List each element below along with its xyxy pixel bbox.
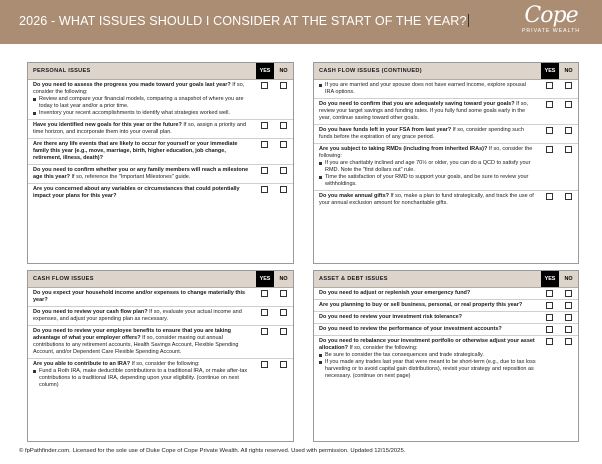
bullet-item: Fund a Roth IRA, make deductible contributions to a traditional IRA, or make after-tax contributions to a traditional IRA, depending upon your eligibility. (continue on next column): [33, 368, 251, 389]
question-row: [28, 120, 293, 139]
question-bold: Are you able to contribute to an IRA?: [33, 361, 131, 367]
question-bold: Do you need to adjust or replenish your emergency fund?: [319, 290, 471, 296]
no-checkbox[interactable]: [565, 302, 572, 309]
yes-column-header: YES: [256, 271, 274, 287]
question-detail: If so, evaluate your actual income and expenses, and adjust your spending plan as necessary.: [33, 309, 242, 322]
text-cursor: [468, 14, 469, 27]
question-bold: Are you concerned about any variables or circumstances that could potentially impact your plans for this year?: [33, 186, 240, 199]
no-checkbox[interactable]: [280, 361, 287, 368]
yes-column-header: YES: [541, 271, 559, 287]
question-bold: Are you subject to taking RMDs (including from inherited IRAs)?: [319, 146, 488, 152]
yes-checkbox[interactable]: [546, 193, 553, 200]
question-detail: If so, consider the following:: [33, 82, 245, 95]
question-list: [314, 288, 578, 382]
no-column-header: NO: [279, 276, 288, 282]
copyright-footer: © fpPathfinder.com. Licensed for the sole use of Duke Cope of Cope Private Wealth. All rights reserved. Used with permission. Updated 12/15/2025.: [19, 448, 406, 454]
question-text: [33, 141, 251, 162]
question-detail: If so, consider the following:: [130, 361, 200, 367]
page-header: [0, 0, 602, 44]
question-row: [314, 99, 578, 125]
no-checkbox[interactable]: [280, 167, 287, 174]
question-detail: If so, review your target savings and funding rates. If you fully fund some goals early in the year, continue saving toward other goals.: [319, 101, 529, 121]
question-detail: If so, consider spending such funds before the expiration of any grace period.: [319, 127, 524, 140]
question-detail: If so, consider maxing out annual contributions to any retirement accounts, Health Savings Account, Flexible Spending Account, and/or Dependent Care Flexible Spending Account.: [33, 335, 239, 355]
question-text: [33, 309, 251, 323]
question-row: [28, 165, 293, 184]
question-list: [314, 80, 578, 209]
yes-checkbox[interactable]: [261, 290, 268, 297]
question-row: [314, 288, 578, 300]
question-bold: Do you need to confirm whether you or any family members will reach a milestone age this year?: [33, 167, 249, 180]
question-bold: Do you need to rebalance your investment portfolio or otherwise adjust your asset allocation?: [319, 338, 535, 351]
panel-personal-issues: [27, 62, 294, 264]
no-column-header: NO: [564, 68, 573, 74]
panel-title: ASSET & DEBT ISSUES: [319, 276, 388, 282]
yes-checkbox[interactable]: [546, 146, 553, 153]
panel-asset-debt-issues: [313, 270, 579, 442]
question-row: [28, 307, 293, 326]
question-bold: Do you have funds left in your FSA from last year?: [319, 127, 452, 133]
question-detail: If so, assign a priority and time horizon, and incorporate them into your overall plan.: [33, 122, 247, 135]
question-detail: If so, consider the following:: [319, 146, 533, 159]
bullet-item: If you made any trades last year that were meant to be short-term (e.g., due to tax loss harvesting or to avoid capital gain distributions), revisit your strategy and reposition as necessary. (continue on next page): [319, 359, 536, 380]
panel-title: CASH FLOW ISSUES (CONTINUED): [319, 68, 422, 74]
question-bold: Have you identified new goals for this year or the future?: [33, 122, 182, 128]
no-checkbox[interactable]: [565, 127, 572, 134]
question-text: [33, 186, 251, 200]
question-row: [314, 191, 578, 209]
yes-checkbox[interactable]: [261, 167, 268, 174]
yes-checkbox[interactable]: [546, 127, 553, 134]
question-text: [319, 302, 536, 309]
question-row: [314, 144, 578, 191]
question-list: [28, 80, 293, 202]
question-row: [28, 139, 293, 165]
page-title: 2026 - WHAT ISSUES SHOULD I CONSIDER AT THE START OF THE YEAR?: [19, 14, 467, 28]
yes-checkbox[interactable]: [546, 314, 553, 321]
yes-column-header: YES: [256, 63, 274, 79]
question-detail: If so, make a plan to fund strategically, and track the use of your annual exclusion amount for noncharitable gifts.: [319, 193, 534, 206]
question-text: [33, 290, 251, 304]
yes-checkbox[interactable]: [546, 290, 553, 297]
no-checkbox[interactable]: [565, 314, 572, 321]
question-bold: Do you expect your household income and/or expenses to change materially this year?: [33, 290, 246, 303]
panel-header: [28, 271, 293, 288]
question-bold: Do you make annual gifts?: [319, 193, 389, 199]
question-row: [314, 125, 578, 144]
yes-checkbox[interactable]: [261, 328, 268, 335]
panel-header: [28, 63, 293, 80]
question-row: [28, 184, 293, 202]
bullet-item: Time the satisfaction of your RMD to support your goals, and be sure to review your withholdings.: [319, 174, 536, 188]
bullet-item: If you are charitably inclined and age 70½ or older, you can do a QCD to satisfy your RMD. Note the "first dollars out" rule.: [319, 160, 536, 174]
yes-checkbox[interactable]: [546, 302, 553, 309]
question-bold: Are you planning to buy or sell business, personal, or real property this year?: [319, 302, 523, 308]
question-text: [33, 361, 251, 368]
no-checkbox[interactable]: [280, 122, 287, 129]
no-checkbox[interactable]: [565, 290, 572, 297]
bullet-item: Be sure to consider the tax consequences and trade strategically.: [319, 352, 536, 359]
yes-checkbox[interactable]: [261, 82, 268, 89]
question-detail: If so, reference the "Important Milestones" guide.: [70, 174, 191, 180]
no-checkbox[interactable]: [280, 186, 287, 193]
yes-column-header: YES: [541, 63, 559, 79]
question-text: [319, 314, 536, 321]
question-row: [28, 326, 293, 359]
no-checkbox[interactable]: [565, 82, 572, 89]
logo-subtitle: PRIVATE WEALTH: [521, 28, 581, 34]
panel-cash-flow-continued: [313, 62, 579, 264]
yes-checkbox[interactable]: [261, 186, 268, 193]
company-logo: [518, 4, 584, 40]
question-bold: Do you need to review your investment risk tolerance?: [319, 314, 463, 320]
question-text: [319, 127, 536, 141]
question-row: [314, 336, 578, 382]
panel-header: [314, 271, 578, 288]
question-row: [314, 312, 578, 324]
question-text: [33, 167, 251, 181]
yes-checkbox[interactable]: [261, 309, 268, 316]
no-checkbox[interactable]: [565, 146, 572, 153]
no-checkbox[interactable]: [280, 82, 287, 89]
no-column-header: NO: [279, 68, 288, 74]
no-checkbox[interactable]: [565, 326, 572, 333]
yes-checkbox[interactable]: [261, 141, 268, 148]
question-row: [314, 300, 578, 312]
yes-checkbox[interactable]: [546, 82, 553, 89]
no-checkbox[interactable]: [280, 290, 287, 297]
question-text: [33, 122, 251, 136]
question-bold: Do you need to review the performance of your investment accounts?: [319, 326, 502, 332]
panel-title: PERSONAL ISSUES: [33, 68, 91, 74]
question-text: [319, 193, 536, 207]
yes-checkbox[interactable]: [546, 101, 553, 108]
yes-checkbox[interactable]: [546, 326, 553, 333]
no-checkbox[interactable]: [565, 193, 572, 200]
yes-checkbox[interactable]: [546, 338, 553, 345]
question-text: [33, 82, 251, 96]
question-bold: Do you need to confirm that you are adequately saving toward your goals?: [319, 101, 515, 107]
bullet-item: Review and compare your financial models, comparing a snapshot of where you are today to last year and/or a prior time.: [33, 96, 251, 110]
yes-checkbox[interactable]: [261, 361, 268, 368]
question-row: [28, 80, 293, 120]
question-row: [28, 288, 293, 307]
logo-script-text: Cope: [524, 3, 578, 28]
question-list: [28, 288, 293, 391]
question-text: [33, 328, 251, 356]
question-row: [28, 359, 293, 391]
panel-header: [314, 63, 578, 80]
question-text: [319, 101, 536, 122]
question-detail: If so, consider the following:: [348, 345, 418, 351]
question-text: [319, 338, 536, 352]
bullet-item: Inventory your recent accomplishments to identify what strategies worked well.: [33, 110, 251, 117]
no-checkbox[interactable]: [280, 141, 287, 148]
question-row: [314, 80, 578, 99]
no-checkbox[interactable]: [565, 101, 572, 108]
question-bold: Are there any life events that are likely to occur for yourself or your immediate family this year (e.g., move, marriage, birth, higher education, job change, retirement, illness, death)?: [33, 141, 238, 161]
question-text: [319, 326, 536, 333]
no-checkbox[interactable]: [565, 338, 572, 345]
no-column-header: NO: [564, 276, 573, 282]
question-row: [314, 324, 578, 336]
question-bold: Do you need to review your employee benefits to ensure that you are taking advantage of what your employer offers?: [33, 328, 232, 341]
question-text: [319, 146, 536, 160]
panel-title: CASH FLOW ISSUES: [33, 276, 94, 282]
question-text: [319, 290, 536, 297]
bullet-item: If you are married and your spouse does not have earned income, explore spousal IRA options.: [319, 82, 536, 96]
question-bold: Do you need to review your cash flow plan?: [33, 309, 148, 315]
question-bold: Do you need to assess the progress you made toward your goals last year?: [33, 82, 231, 88]
no-checkbox[interactable]: [280, 328, 287, 335]
yes-checkbox[interactable]: [261, 122, 268, 129]
panel-cash-flow-issues: [27, 270, 294, 442]
no-checkbox[interactable]: [280, 309, 287, 316]
